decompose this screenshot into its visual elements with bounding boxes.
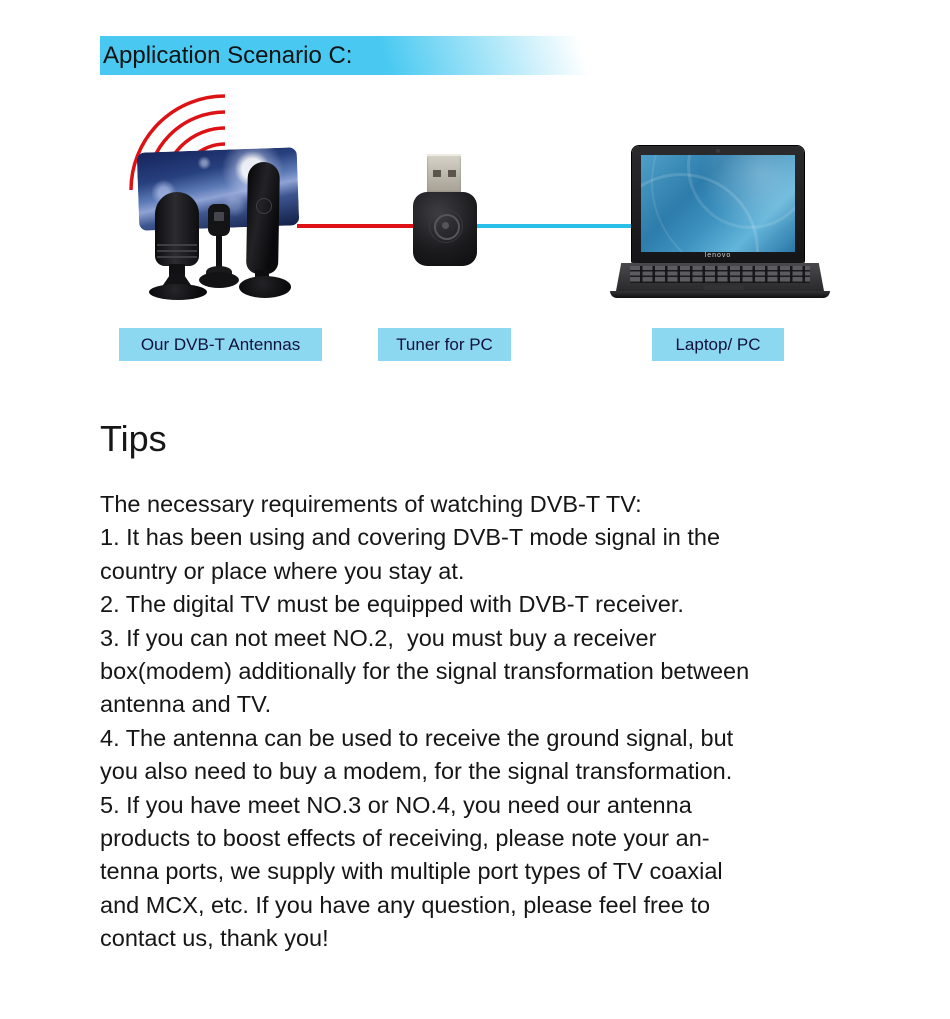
tips-text	[100, 488, 930, 956]
tips-line: and MCX, etc. If you have any question, please feel free to	[100, 891, 711, 918]
laptop-trackpad	[704, 285, 744, 290]
tuner-to-laptop-cable	[472, 224, 636, 228]
section-header-bar	[100, 36, 645, 75]
mini-antenna-suction-base	[199, 272, 239, 288]
tips-line: box(modem) additionally for the signal transformation between	[100, 658, 750, 685]
bulb-antenna-base	[149, 284, 207, 300]
tips-line: products to boost effects of receiving, please note your an-	[100, 825, 710, 852]
label-laptop-pc: Laptop/ PC	[652, 328, 784, 361]
label-our-dvbt-antennas: Our DVB-T Antennas	[119, 328, 322, 361]
tips-line: antenna and TV.	[100, 691, 272, 718]
usb-connector-slot	[448, 170, 456, 177]
laptop-brand-logo: lenovo	[704, 252, 732, 259]
tips-line: 3. If you can not meet NO.2, you must buy a receiver	[100, 624, 657, 651]
blade-antenna-logo-icon	[256, 198, 272, 214]
mini-antenna-label	[214, 212, 224, 221]
tuner-logo-icon	[442, 222, 449, 229]
tips-line: 2. The digital TV must be equipped with DVB-T receiver.	[100, 591, 684, 618]
laptop-bottom-edge	[610, 291, 830, 298]
tips-line: tenna ports, we supply with multiple port types of TV coaxial	[100, 858, 723, 885]
label-tuner-for-pc: Tuner for PC	[378, 328, 511, 361]
tips-line: 5. If you have meet NO.3 or NO.4, you need our antenna	[100, 791, 692, 818]
usb-connector-slot	[433, 170, 441, 177]
section-title: Application Scenario C:	[103, 42, 353, 69]
tips-line: you also need to buy a modem, for the signal transformation.	[100, 758, 733, 785]
tips-line: 1. It has been using and covering DVB-T mode signal in the	[100, 524, 721, 551]
tips-line: 4. The antenna can be used to receive the ground signal, but	[100, 724, 734, 751]
bulb-antenna-grooves	[157, 240, 197, 258]
screen-swirl-decoration	[651, 155, 795, 252]
laptop-webcam-icon	[716, 149, 720, 153]
tips-line: contact us, thank you!	[100, 925, 329, 952]
blade-antenna-body	[246, 162, 280, 275]
antenna-to-tuner-cable	[297, 224, 419, 228]
tips-line: The necessary requirements of watching DVB-T TV:	[100, 491, 642, 517]
tips-line: country or place where you stay at.	[100, 557, 465, 584]
laptop-keyboard	[630, 266, 810, 283]
tips-heading: Tips	[100, 418, 167, 459]
laptop-screen-image	[641, 155, 795, 252]
blade-antenna-base	[239, 276, 291, 298]
